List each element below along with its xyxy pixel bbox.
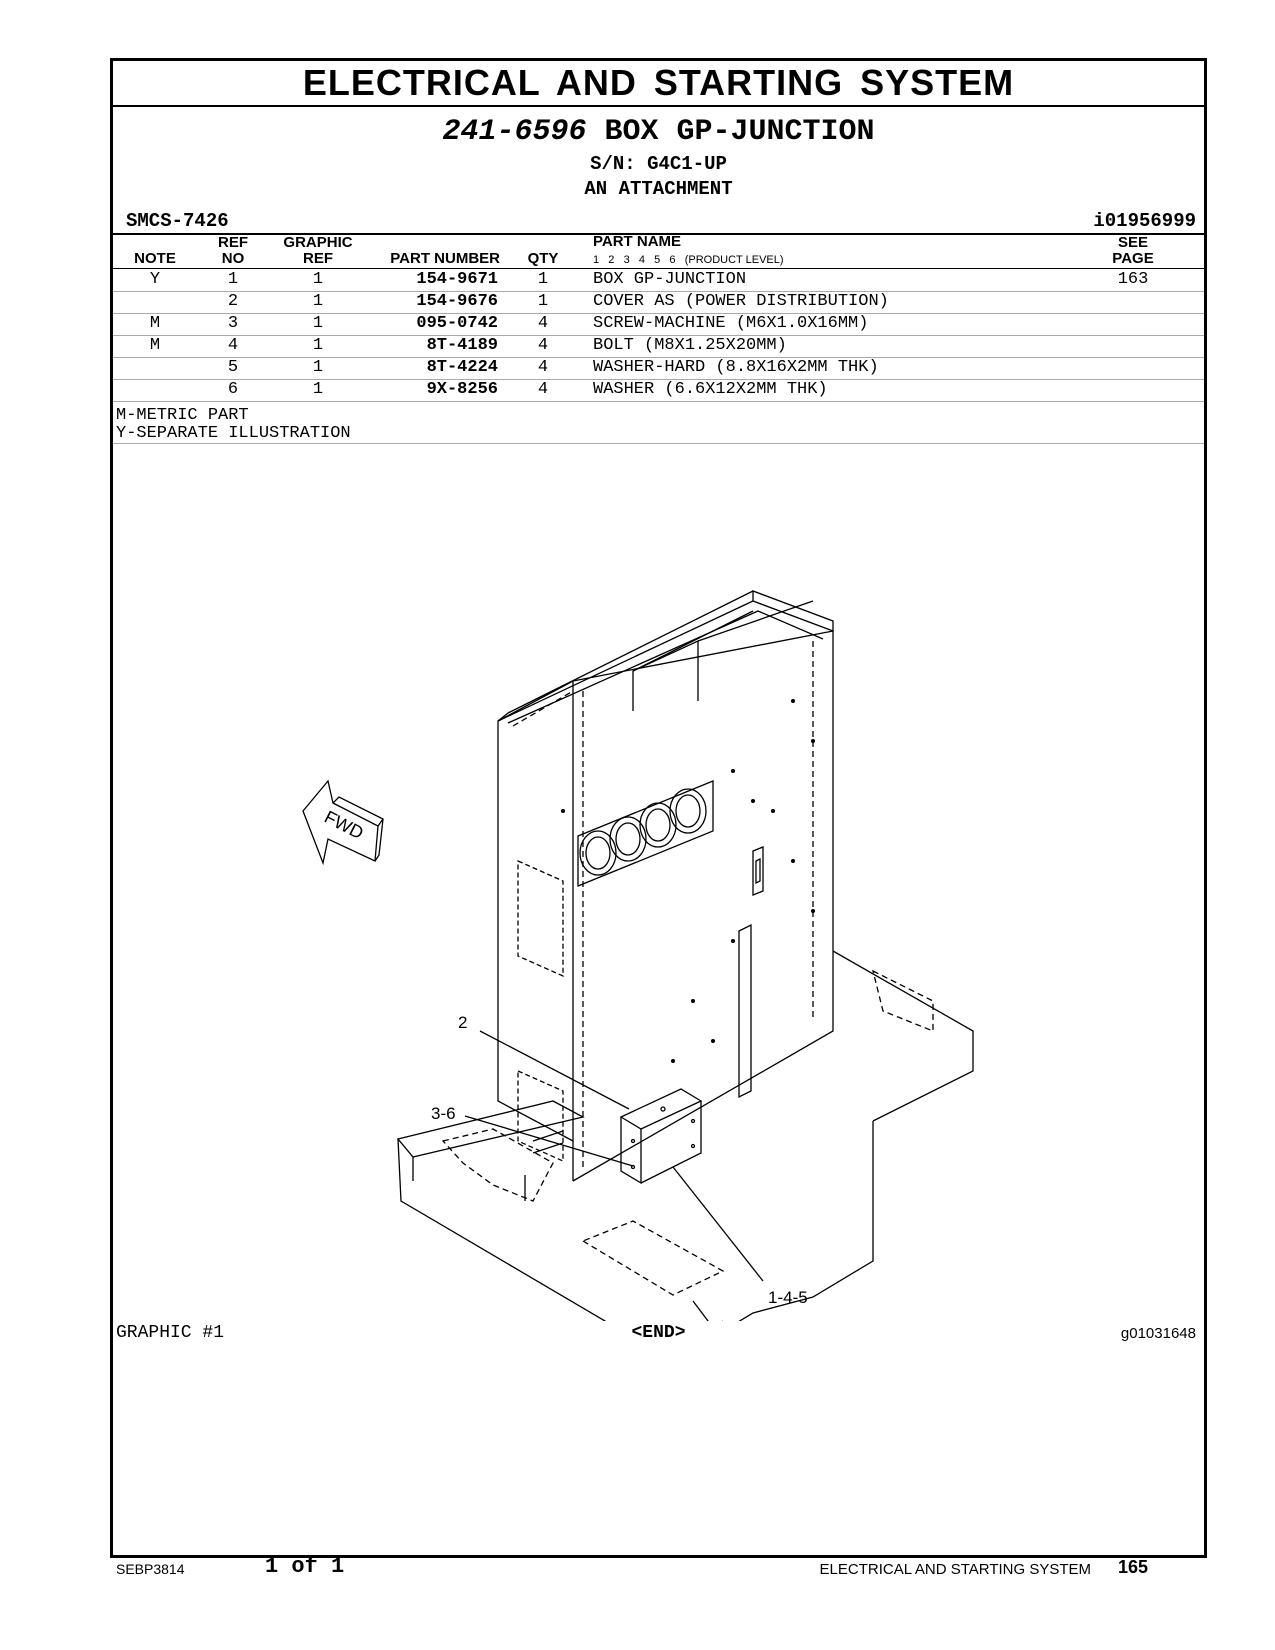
col-graphic-top: GRAPHIC (283, 234, 353, 251)
callout-2: 2 (458, 1013, 468, 1032)
col-qty: QTY (527, 250, 559, 267)
cell-part-number: 154-9671 (416, 270, 498, 289)
note-metric: M-METRIC PART (116, 406, 249, 425)
graphic-label: GRAPHIC #1 (116, 1323, 225, 1343)
cell-part-number: 095-0742 (416, 314, 498, 333)
cell-part-name: WASHER (6.6X12X2MM THK) (593, 380, 828, 399)
footer-page-of: 1 of 1 (265, 1554, 345, 1579)
cell-part-number: 154-9676 (416, 292, 498, 311)
cell-part-name: COVER AS (POWER DISTRIBUTION) (593, 292, 889, 311)
table-row (113, 269, 1204, 292)
cell-ref: 4 (227, 336, 239, 355)
serial-number: S/N: G4C1-UP (590, 153, 727, 175)
col-ref-bottom: NO (221, 250, 245, 267)
col-graphic-bottom: REF (303, 250, 333, 267)
footer-section: ELECTRICAL AND STARTING SYSTEM (819, 1561, 1091, 1578)
notes-legend (116, 407, 351, 443)
table-row (113, 335, 1204, 358)
cell-ref: 2 (227, 292, 239, 311)
cell-qty: 4 (537, 336, 549, 355)
cell-see-page: 163 (1117, 270, 1149, 289)
cell-graphic: 1 (312, 380, 324, 399)
info-id: i01956999 (1093, 210, 1196, 232)
part-title-number: 241-6596 (442, 115, 587, 149)
part-title (113, 115, 1204, 149)
cell-note: M (149, 314, 161, 333)
col-part-name: PART NAME (593, 233, 682, 250)
table-row (113, 313, 1204, 336)
col-note: NOTE (134, 250, 176, 267)
table-row (113, 357, 1204, 380)
cell-part-name: WASHER-HARD (8.8X16X2MM THK) (593, 358, 879, 377)
page-frame (110, 58, 1207, 1558)
footer-page-number: 165 (1118, 1557, 1149, 1577)
cell-qty: 4 (537, 314, 549, 333)
cell-part-name: BOLT (M8X1.25X20MM) (593, 336, 787, 355)
cell-part-number: 8T-4189 (426, 336, 498, 355)
col-part-number: PART NUMBER (390, 250, 500, 267)
end-marker: <END> (631, 1323, 686, 1343)
cell-ref: 5 (227, 358, 239, 377)
smcs-code: SMCS-7426 (126, 210, 229, 232)
col-ref-top: REF (218, 234, 248, 251)
part-title-name: BOX GP-JUNCTION (604, 115, 875, 149)
cell-ref: 6 (227, 380, 239, 399)
fwd-arrow-label: FWD (321, 806, 367, 844)
cell-note: Y (149, 270, 161, 289)
col-see-top: SEE (1117, 234, 1148, 251)
attachment-label: AN ATTACHMENT (584, 178, 733, 200)
callout-3-6: 3-6 (431, 1104, 456, 1123)
note-separate-illustration: Y-SEPARATE ILLUSTRATION (116, 424, 351, 443)
cell-qty: 1 (537, 292, 549, 311)
cell-qty: 4 (537, 380, 549, 399)
table-row (113, 379, 1204, 402)
cell-qty: 1 (537, 270, 549, 289)
section-title: ELECTRICAL AND STARTING SYSTEM (113, 61, 1204, 107)
cell-part-number: 9X-8256 (426, 380, 498, 399)
cell-graphic: 1 (312, 336, 324, 355)
col-see-bottom: PAGE (1112, 250, 1154, 267)
cell-graphic: 1 (312, 314, 324, 333)
col-product-level: 1 2 3 4 5 6 (PRODUCT LEVEL) (593, 254, 784, 266)
cell-ref: 1 (227, 270, 239, 289)
table-row (113, 291, 1204, 314)
footer-doc-number: SEBP3814 (116, 1561, 185, 1577)
cell-graphic: 1 (312, 358, 324, 377)
graphic-id: g01031648 (1120, 1325, 1196, 1342)
parts-illustration (113, 441, 1204, 1321)
cell-part-name: BOX GP-JUNCTION (593, 270, 747, 289)
cell-qty: 4 (537, 358, 549, 377)
cell-graphic: 1 (312, 270, 324, 289)
cell-note: M (149, 336, 161, 355)
cell-ref: 3 (227, 314, 239, 333)
cell-part-name: SCREW-MACHINE (M6X1.0X16MM) (593, 314, 869, 333)
cell-graphic: 1 (312, 292, 324, 311)
cell-part-number: 8T-4224 (426, 358, 498, 377)
callout-1-4-5: 1-4-5 (768, 1288, 808, 1307)
